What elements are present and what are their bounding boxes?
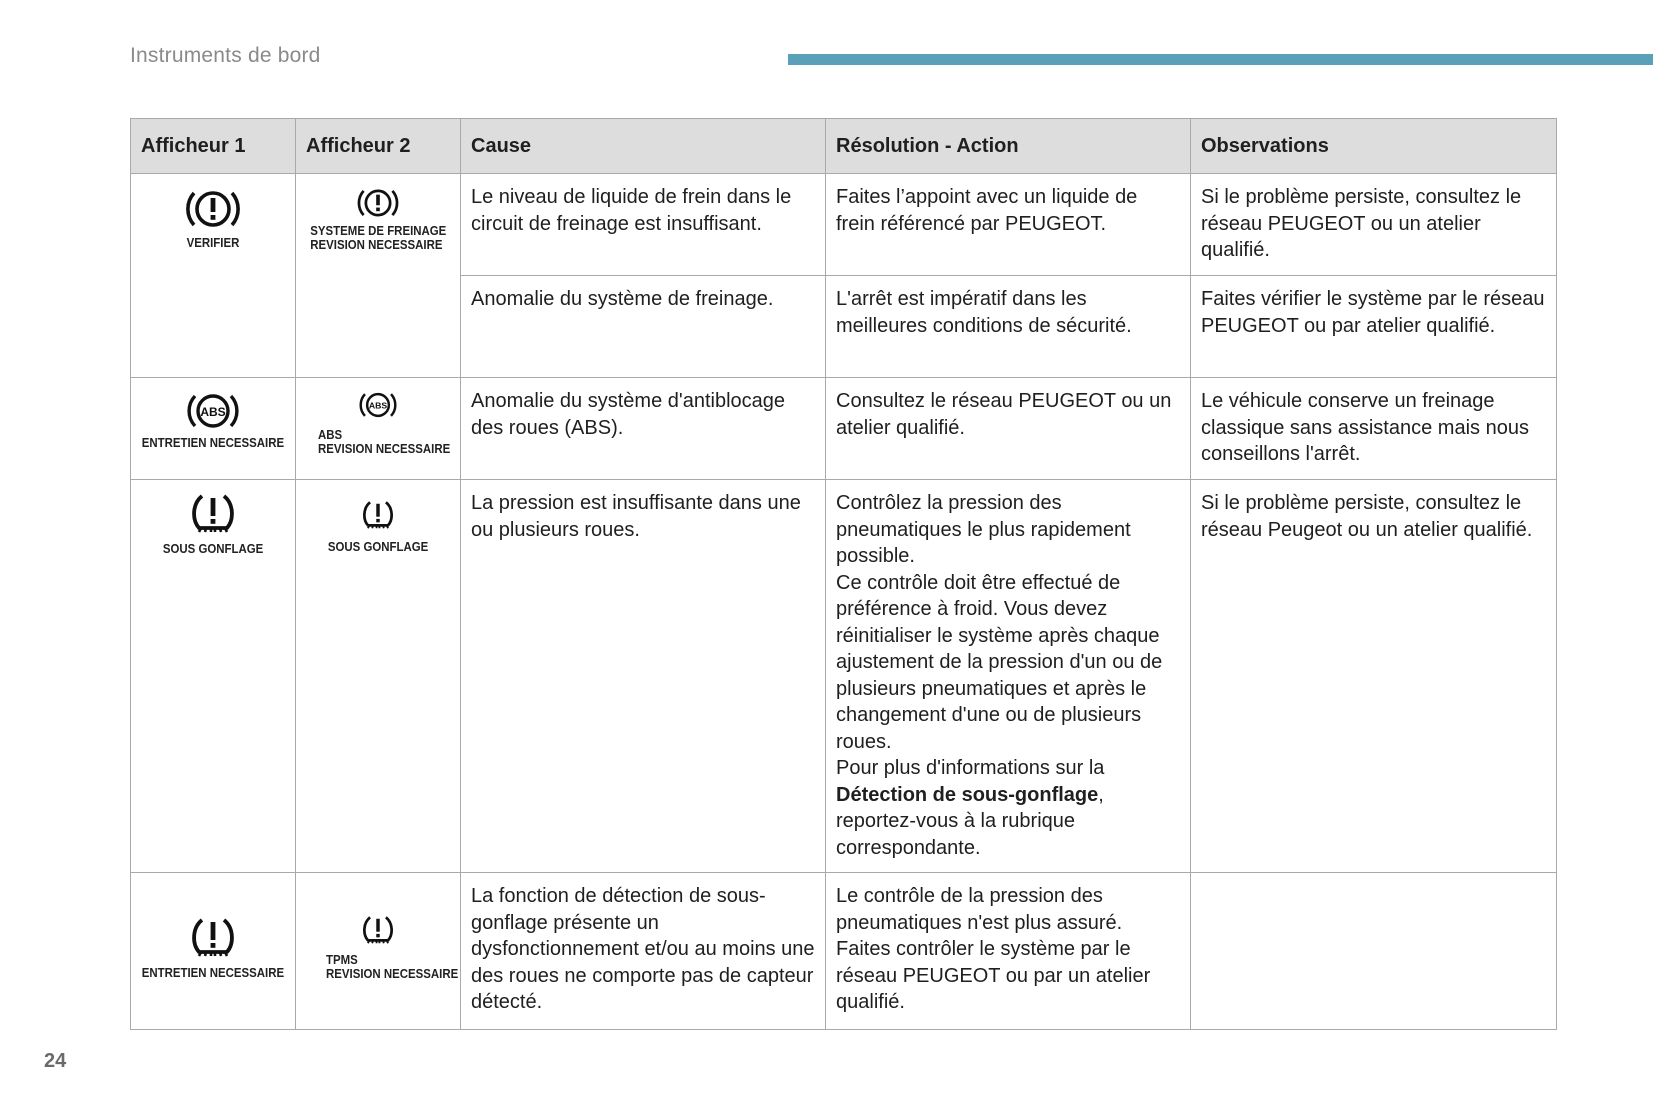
observations-cell [1191,873,1557,1030]
action-cell: L'arrêt est impératif dans les meilleures conditions de sécurité. [826,276,1191,378]
display1-label [142,436,284,450]
tyre-pressure-icon [359,913,397,949]
display2-label [326,953,458,981]
icon-label-line: TPMS [326,952,358,967]
action-text: , reportez-vous à la rubrique correspondante. [836,783,1104,859]
display1-icon-block [141,914,285,980]
display2-label [328,540,428,554]
tyre-pressure-icon [187,490,239,540]
table-row [131,174,1557,276]
cause-cell: La pression est insuffisante dans une ou plusieurs roues. [461,480,826,873]
abs-warning-icon [357,388,399,422]
table-row [131,873,1557,1030]
display1-label [187,236,240,250]
action-text: Pour plus d'informations sur la [836,757,1105,779]
column-header: Afficheur 1 [131,119,296,174]
column-header: Observations [1191,119,1557,174]
action-cell [826,480,1191,873]
section-title: Instruments de bord [130,44,321,67]
display1-cell [131,174,296,378]
display1-cell [131,378,296,480]
column-header: Cause [461,119,826,174]
display2-cell [296,174,461,378]
cause-cell: Anomalie du système de freinage. [461,276,826,378]
table-row [131,378,1557,480]
display2-icon-block [306,490,450,554]
tyre-pressure-icon [187,914,239,964]
action-cell: Consultez le réseau PEUGEOT ou un atelier qualifié. [826,378,1191,480]
tyre-pressure-icon [359,498,397,534]
observations-cell: Si le problème persiste, consultez le réseau Peugeot ou un atelier qualifié. [1191,480,1557,873]
display1-cell [131,480,296,873]
display2-cell [296,480,461,873]
display2-icon-block [306,913,459,981]
icon-label-line: ENTRETIEN NECESSAIRE [141,965,285,980]
display1-label [163,542,263,556]
icon-label-line: REVISION NECESSAIRE [318,441,451,456]
display2-icon-block [306,388,450,456]
display2-label [318,428,450,456]
icon-label-line: SYSTEME DE FREINAGE [309,223,447,238]
warning-table [130,118,1557,1030]
display1-icon-block [141,388,285,450]
display2-icon-block [306,184,450,252]
action-cell: Faites l’appoint avec un liquide de frein référencé par PEUGEOT. [826,174,1191,276]
page-number: 24 [44,1050,67,1072]
display2-cell [296,378,461,480]
display1-icon-block [141,184,285,250]
column-header: Résolution - Action [826,119,1191,174]
icon-label-line: SOUS GONFLAGE [327,539,429,554]
section-reference: Détection de sous-gonflage [836,783,1099,806]
icon-label-line: REVISION NECESSAIRE [326,966,459,981]
brake-warning-icon [184,184,242,234]
observations-cell: Le véhicule conserve un freinage classique sans assistance mais nous conseillons l'arrêt. [1191,378,1557,480]
icon-label-line: SOUS GONFLAGE [162,541,264,556]
brake-warning-icon [356,184,400,222]
action-cell: Le contrôle de la pression des pneumatiques n'est plus assuré. Faites contrôler le système par le réseau PEUGEOT ou par un atelier qualifié. [826,873,1191,1030]
svg-text:ABS: ABS [200,405,226,419]
display2-cell [296,873,461,1030]
action-text: Ce contrôle doit être effectué de préférence à froid. Vous devez réinitialiser le système après chaque ajustement de la pression d'un ou de plusieurs pneumatiques et après le changement d'une ou de plusieurs roues. [836,571,1163,753]
svg-text:ABS: ABS [368,400,388,411]
header-accent-bar [788,54,1653,65]
observations-cell: Faites vérifier le système par le réseau PEUGEOT ou par atelier qualifié. [1191,276,1557,378]
display2-label [310,224,446,252]
abs-warning-icon [184,388,242,434]
table-row [131,480,1557,873]
icon-label-line: ENTRETIEN NECESSAIRE [141,435,285,450]
display1-label [142,966,284,980]
cause-cell: Anomalie du système d'antiblocage des roues (ABS). [461,378,826,480]
icon-label-line: VERIFIER [186,235,240,250]
display1-cell [131,873,296,1030]
icon-label-line: REVISION NECESSAIRE [309,237,443,252]
table-header-row [131,119,1557,174]
cause-cell: La fonction de détection de sous-gonflage présente un dysfonctionnement et/ou au moins une des roues ne comporte pas de capteur détecté. [461,873,826,1030]
cause-cell: Le niveau de liquide de frein dans le circuit de freinage est insuffisant. [461,174,826,276]
observations-cell: Si le problème persiste, consultez le réseau PEUGEOT ou un atelier qualifié. [1191,174,1557,276]
display1-icon-block [141,490,285,556]
column-header: Afficheur 2 [296,119,461,174]
icon-label-line: ABS [318,427,343,442]
action-text: Contrôlez la pression des pneumatiques le plus rapidement possible. [836,492,1131,567]
